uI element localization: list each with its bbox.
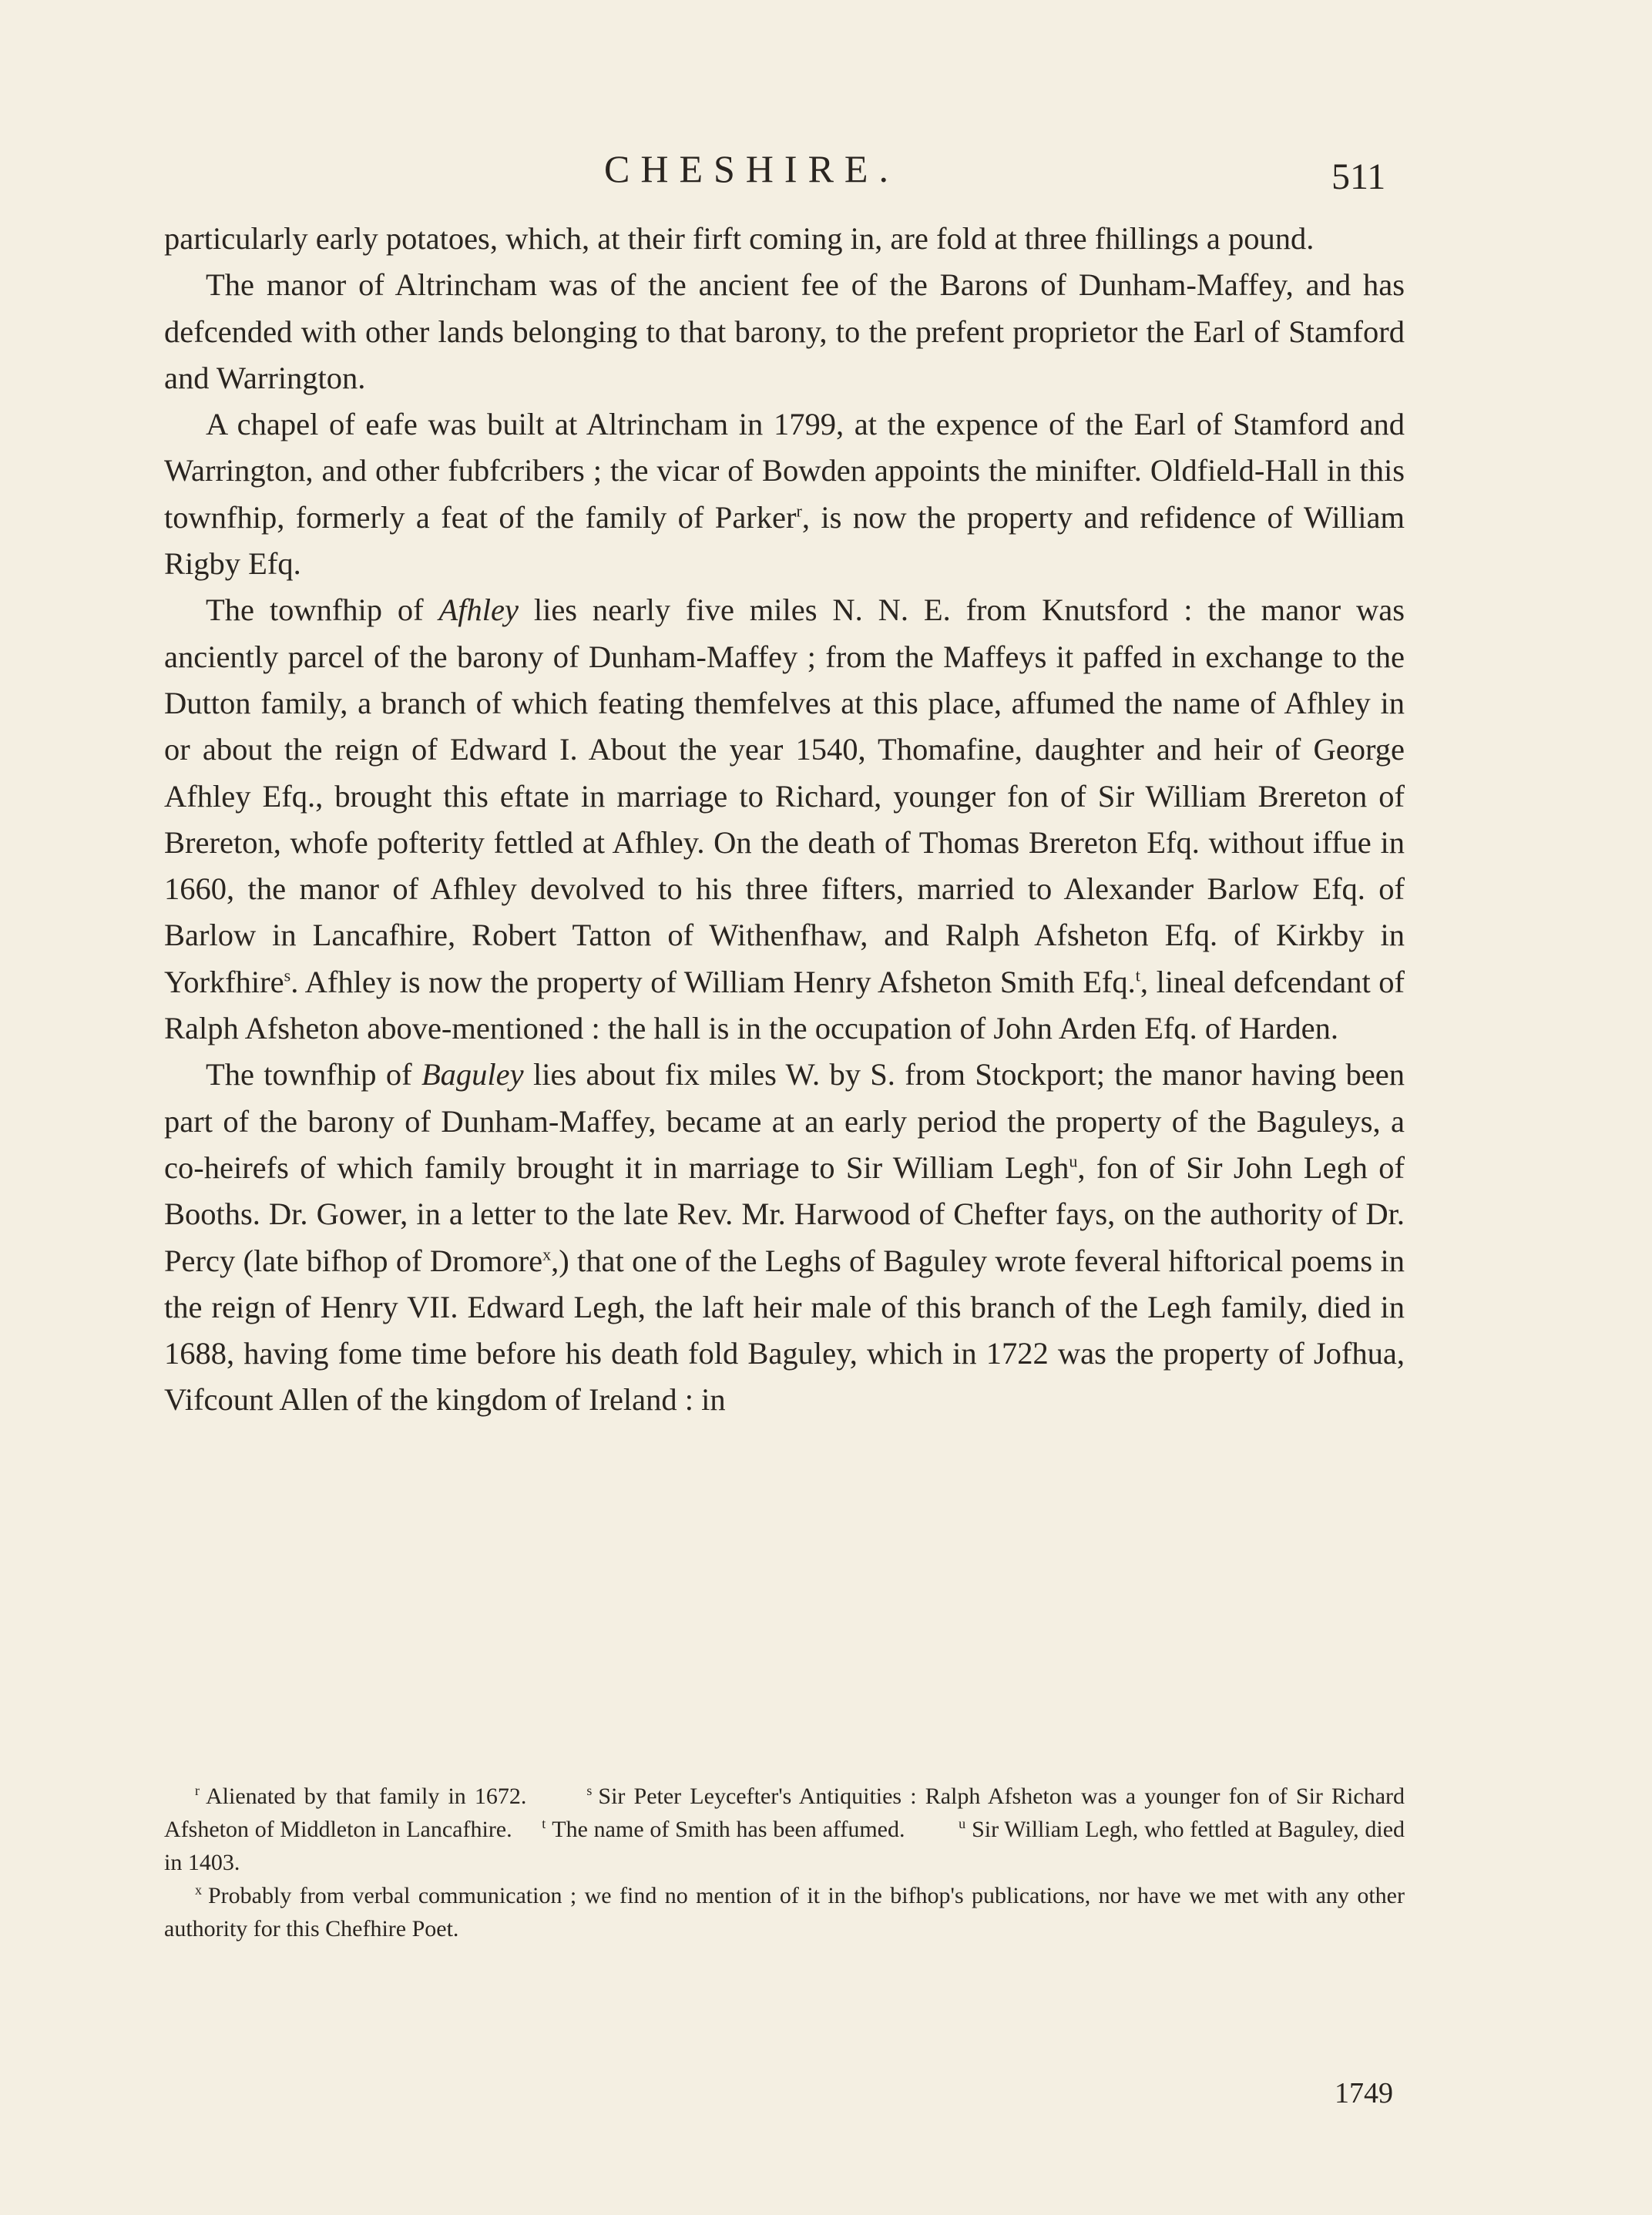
footnote-x: Probably from verbal communication ; we find no mention of it in the bifhop's publications, nor have we met with any other authority for this Chefhire Poet. [164, 1883, 1405, 1941]
footnote-u: Sir William Legh, who fettled at Baguley, died in 1403. [164, 1817, 1405, 1875]
footnote-marker-r: r [195, 1783, 200, 1798]
footnote-t: The name of Smith has been affumed. [552, 1817, 905, 1842]
page-header [0, 146, 1652, 216]
footnote-r: Alienated by that family in 1672. [206, 1784, 527, 1809]
place-name-baguley: Baguley [421, 1057, 524, 1092]
footnotes-line-2 [164, 1879, 1405, 1945]
footnote-ref-u: u [1069, 1151, 1078, 1171]
footnote-marker-x: x [195, 1882, 202, 1898]
footnote-ref-s: s [284, 965, 291, 985]
body-text [164, 216, 1405, 1424]
paragraph-baguley: The townfhip of Baguley lies about fix miles W. by S. from Stockport; the manor having been part of the barony of Dunham-Maffey, became at an early period the property of the Baguleys, a co-heirefs of which family brought it in marriage to Sir William Legh$^u$, fon of Sir John Legh of Booths. Dr. Gower, in a letter to the late Rev. Mr. Harwood of Chefter fays, on the authority of Dr. Percy (late bifhop of Dromore$^x$,) that one of the Leghs of Baguley wrote feveral hiftorical poems in the reign of Henry VII. Edward Legh, the laft heir male of this branch of the Legh family, died in 1688, having fome time before his death fold Baguley, which in 1722 was the property of Jofhua, Vifcount Allen of the kingdom of Ireland : in [164, 1057, 1405, 1418]
footnote-s: Sir Peter Leycefter's Antiquities : Ralph Afsheton was a younger fon of Sir Richard Afsheton of Middleton in Lancafhire. [164, 1784, 1405, 1842]
signature-catchword: 1749 [1335, 2077, 1393, 2109]
footnote-marker-s: s [586, 1783, 593, 1798]
paragraph-altrincham-manor: The manor of Altrincham was of the ancient fee of the Barons of Dunham-Maffey, and has defcended with other lands belonging to that barony, to the prefent proprietor the Earl of Stamford and Warrington. [164, 267, 1405, 395]
paragraph-ashley: The townfhip of Afhley lies nearly five miles N. N. E. from Knutsford : the manor was anciently parcel of the barony of Dunham-Maffey ; from the Maffeys it paffed in exchange to the Dutton family, a branch of which feating themfelves at this place, affumed the name of Afhley in or about the reign of Edward I. About the year 1540, Thomafine, daughter and heir of George Afhley Efq., brought this eftate in marriage to Richard, younger fon of Sir William Brereton of Brereton, whofe pofterity fettled at Afhley. On the death of Thomas Brereton Efq. without iffue in 1660, the manor of Afhley devolved to his three fifters, married to Alexander Barlow Efq. of Barlow in Lancafhire, Robert Tatton of Withenfhaw, and Ralph Afsheton Efq. of Kirkby in Yorkfhire$^s$. Afhley is now the property of William Henry Afsheton Smith Efq.$^t$, lineal defcendant of Ralph Afsheton above-mentioned : the hall is in the occupation of John Arden Efq. of Harden. [164, 592, 1405, 1046]
paragraph-continuation: particularly early potatoes, which, at their firft coming in, are fold at three fhillings a pound. [164, 221, 1315, 256]
running-title: CHESHIRE. [604, 147, 899, 190]
footnote-marker-t: t [542, 1816, 546, 1831]
place-name-ashley: Afhley [438, 592, 519, 628]
paragraph-altrincham-chapel: A chapel of eafe was built at Altrincham in 1799, at the expence of the Earl of Stamford and Warrington, and other fubfcribers ; the vicar of Bowden appoints the minifter. Oldfield-Hall in this townfhip, formerly a feat of the family of Parker$^r$, is now the property and refidence of William Rigby Efq. [164, 407, 1405, 582]
footnotes [164, 1780, 1405, 1945]
footnote-marker-u: u [959, 1816, 966, 1831]
footnote-ref-t: t [1135, 965, 1140, 985]
footnote-ref-x: x [542, 1244, 552, 1264]
page-number: 511 [1331, 156, 1386, 197]
footnotes-line-1 [164, 1780, 1405, 1879]
footnote-ref-r: r [796, 501, 802, 521]
